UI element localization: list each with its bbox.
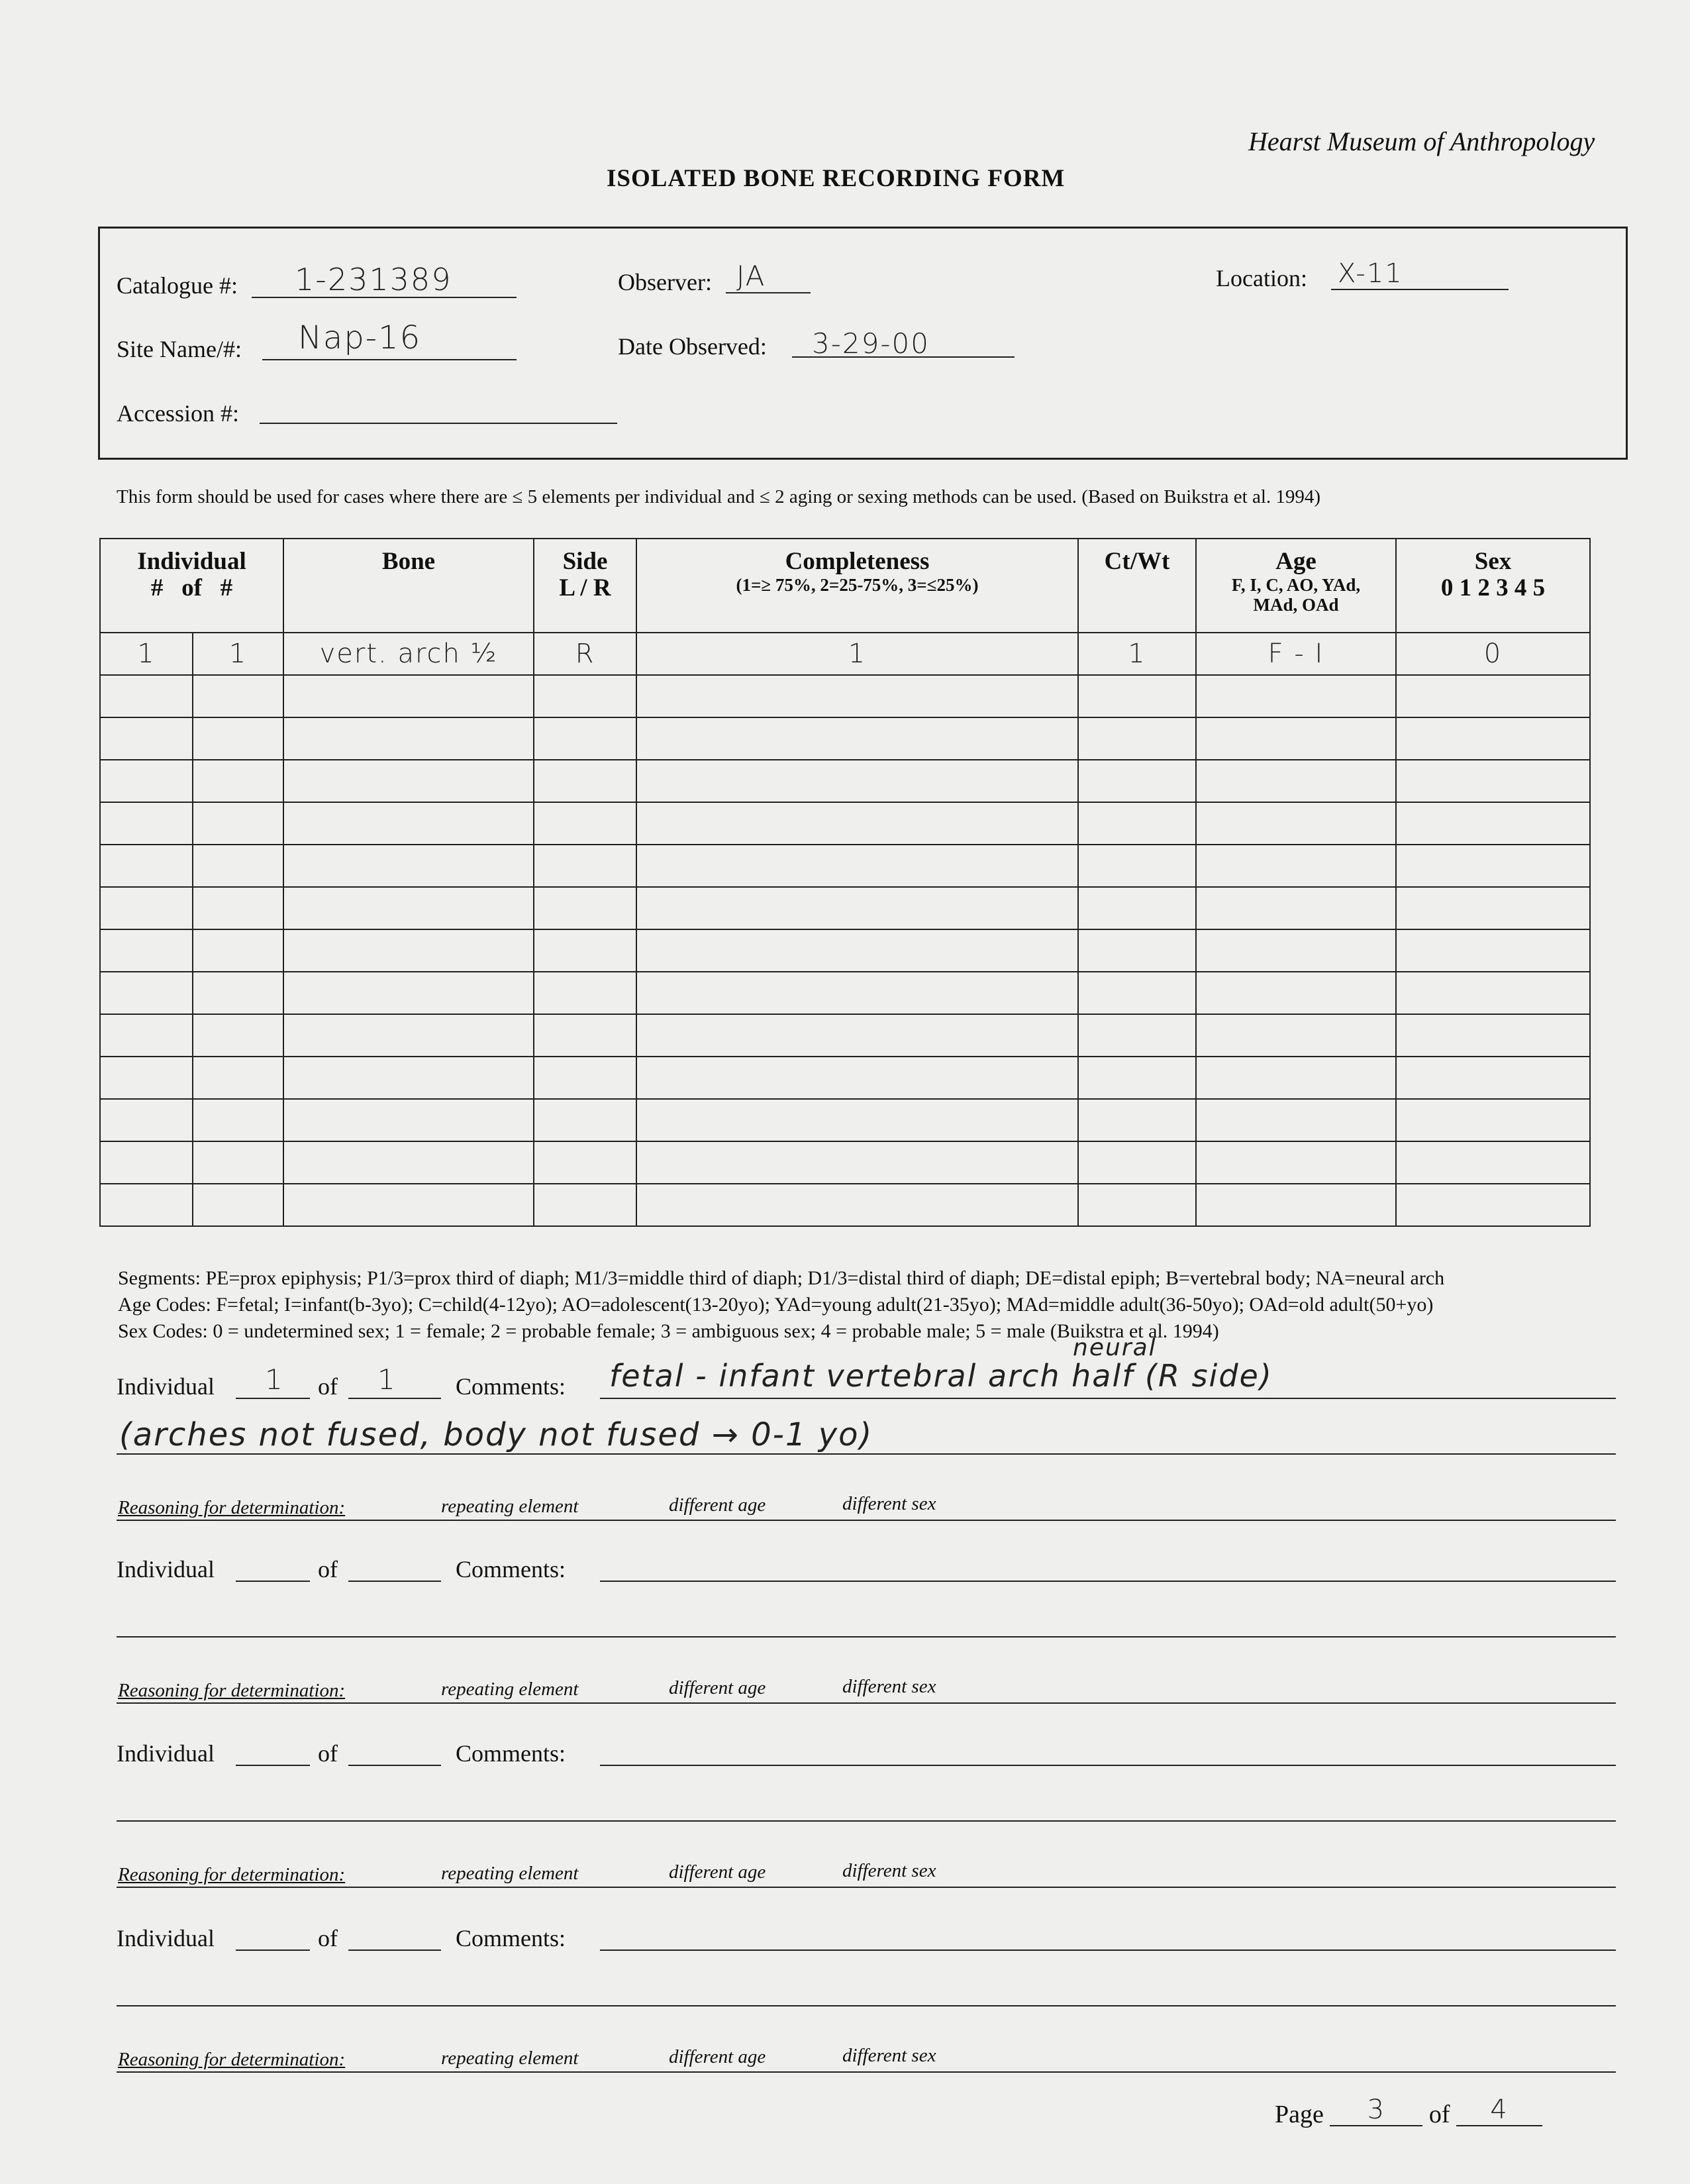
bone-cell[interactable] xyxy=(283,1057,534,1099)
ctwt-cell[interactable] xyxy=(1078,633,1196,675)
of-cell[interactable] xyxy=(193,717,283,760)
ctwt-cell[interactable] xyxy=(1078,929,1196,972)
age-cell[interactable] xyxy=(1196,887,1396,929)
age-cell[interactable] xyxy=(1196,1184,1396,1226)
ctwt-cell[interactable] xyxy=(1078,717,1196,760)
codes-legend xyxy=(118,1265,1444,1345)
table-row xyxy=(100,887,1590,929)
individual-cell[interactable] xyxy=(100,717,193,760)
catalogue-field[interactable]: 1-231389 xyxy=(295,262,452,297)
individual-number-line xyxy=(236,1950,310,1951)
sex-codes: Sex Codes: 0 = undetermined sex; 1 = female; 2 = probable female; 3 = ambiguous sex; 4 = probable male; 5 = male (Buikstra et al. 1994) xyxy=(118,1320,1219,1342)
sex-cell[interactable] xyxy=(1396,1141,1590,1184)
individual-label: Individual xyxy=(117,1373,215,1400)
side-cell[interactable] xyxy=(534,929,636,972)
bone-cell[interactable] xyxy=(283,1014,534,1057)
individual-total-line xyxy=(348,1398,441,1399)
side-cell[interactable] xyxy=(534,1184,636,1226)
individual-cell[interactable] xyxy=(100,1184,193,1226)
comments-line-2 xyxy=(117,2005,1616,2006)
individual-total-line xyxy=(348,1765,441,1766)
ctwt-cell[interactable] xyxy=(1078,1099,1196,1141)
individual-number-line xyxy=(236,1398,310,1399)
age-cell[interactable] xyxy=(1196,802,1396,845)
completeness-cell[interactable] xyxy=(636,929,1078,972)
age-cell[interactable] xyxy=(1196,717,1396,760)
comments-field-line-2[interactable]: (arches not fused, body not fused → 0-1 yo) xyxy=(119,1416,873,1453)
individual-cell-value: 1 xyxy=(137,639,156,669)
of-cell[interactable] xyxy=(193,802,283,845)
side-cell[interactable] xyxy=(534,760,636,802)
side-cell-value: R xyxy=(575,639,595,669)
of-cell[interactable] xyxy=(193,1141,283,1184)
table-row xyxy=(100,717,1590,760)
ctwt-cell[interactable] xyxy=(1078,760,1196,802)
individual-number-field[interactable]: 1 xyxy=(265,1363,284,1396)
sex-cell[interactable] xyxy=(1396,1014,1590,1057)
bone-cell[interactable] xyxy=(283,760,534,802)
repeating-element-option[interactable]: repeating element xyxy=(441,1496,579,1517)
comments-field-line-1[interactable]: fetal - infant vertebral arch half (R side) xyxy=(609,1358,1273,1394)
different-age-option[interactable]: different age xyxy=(669,1677,766,1698)
sex-cell[interactable] xyxy=(1396,1099,1590,1141)
completeness-cell[interactable] xyxy=(636,760,1078,802)
individual-cell[interactable] xyxy=(100,887,193,929)
ctwt-cell[interactable] xyxy=(1078,802,1196,845)
age-cell[interactable] xyxy=(1196,675,1396,717)
comments-label: Comments: xyxy=(456,1925,566,1951)
sex-cell[interactable] xyxy=(1396,802,1590,845)
reasoning-label-text: Reasoning for determination: xyxy=(118,1864,346,1885)
bone-recording-table xyxy=(99,538,1591,1227)
individual-cell[interactable] xyxy=(100,972,193,1014)
date-label: Date Observed: xyxy=(618,333,767,360)
sex-cell[interactable] xyxy=(1396,972,1590,1014)
of-cell[interactable] xyxy=(193,675,283,717)
different-sex-option[interactable]: different sex xyxy=(842,1860,936,1881)
bone-header-label: Bone xyxy=(381,548,436,575)
table-row xyxy=(100,929,1590,972)
completeness-cell-value: 1 xyxy=(848,639,867,669)
sex-cell[interactable] xyxy=(1396,929,1590,972)
individual-label: Individual xyxy=(117,1556,215,1583)
individual-of-label: of xyxy=(318,1925,338,1951)
side-cell[interactable] xyxy=(534,802,636,845)
comments-line-1 xyxy=(600,1398,1616,1399)
completeness-cell[interactable] xyxy=(636,1141,1078,1184)
individual-header xyxy=(100,539,283,633)
bone-cell[interactable] xyxy=(283,1184,534,1226)
comments-line-1 xyxy=(600,1581,1616,1582)
page-label: Page xyxy=(1275,2101,1324,2128)
age-cell[interactable] xyxy=(1196,760,1396,802)
date-field[interactable]: 3-29-00 xyxy=(812,327,930,360)
age-cell[interactable] xyxy=(1196,1099,1396,1141)
of-cell[interactable] xyxy=(193,887,283,929)
completeness-cell[interactable] xyxy=(636,717,1078,760)
individual-number-line xyxy=(236,1765,310,1766)
individual-of-label: of xyxy=(318,1740,338,1767)
page-number-value: 3 xyxy=(1367,2095,1386,2125)
ctwt-header-label: Ct/Wt xyxy=(1104,548,1170,575)
sex-cell[interactable] xyxy=(1396,633,1590,675)
individual-cell[interactable] xyxy=(100,802,193,845)
completeness-cell[interactable] xyxy=(636,1099,1078,1141)
table-row xyxy=(100,1141,1590,1184)
location-field[interactable]: X-11 xyxy=(1338,258,1403,289)
page-total-field[interactable] xyxy=(1456,2095,1542,2126)
segment-codes: Segments: PE=prox epiphysis; P1/3=prox third of diaph; M1/3=middle third of diaph; D1/3=distal third of diaph; DE=distal epiph; B=vertebral body; NA=neural arch xyxy=(118,1267,1445,1289)
individual-cell[interactable] xyxy=(100,1057,193,1099)
age-codes: Age Codes: F=fetal; I=infant(b-3yo); C=child(4-12yo); AO=adolescent(13-20yo); YAd=young adult(21-35yo); MAd=middle adult(36-50yo); OAd=old adult(50+yo) xyxy=(118,1294,1434,1316)
bone-cell[interactable] xyxy=(283,633,534,675)
table-row xyxy=(100,633,1590,675)
bone-cell[interactable] xyxy=(283,717,534,760)
age-cell[interactable] xyxy=(1196,1141,1396,1184)
individual-of-label: of xyxy=(318,1556,338,1583)
sex-header-label: Sex xyxy=(1474,548,1512,575)
reasoning-label-text: Reasoning for determination: xyxy=(118,1497,346,1518)
comments-line-2 xyxy=(117,1453,1616,1455)
of-cell[interactable] xyxy=(193,1184,283,1226)
individual-cell[interactable] xyxy=(100,633,193,675)
individual-total-line xyxy=(348,1581,441,1582)
sex-cell[interactable] xyxy=(1396,675,1590,717)
reasoning-label xyxy=(118,1680,345,1702)
age-header-sub: F, I, C, AO, YAd, MAd, OAd xyxy=(1231,575,1361,615)
bone-cell[interactable] xyxy=(283,675,534,717)
sex-cell-value: 0 xyxy=(1483,639,1503,669)
ctwt-cell[interactable] xyxy=(1078,1141,1196,1184)
individual-cell[interactable] xyxy=(100,929,193,972)
side-cell[interactable] xyxy=(534,887,636,929)
comments-label: Comments: xyxy=(456,1556,566,1583)
age-cell[interactable] xyxy=(1196,972,1396,1014)
age-cell[interactable] xyxy=(1196,845,1396,887)
location-field-line xyxy=(1331,289,1509,290)
repeating-element-option[interactable]: repeating element xyxy=(441,2048,579,2069)
site-field[interactable]: Nap-16 xyxy=(298,319,422,356)
sex-cell[interactable] xyxy=(1396,717,1590,760)
reasoning-line xyxy=(117,2071,1616,2073)
ctwt-cell[interactable] xyxy=(1078,972,1196,1014)
bone-cell[interactable] xyxy=(283,845,534,887)
comments-label: Comments: xyxy=(456,1740,566,1767)
age-cell[interactable] xyxy=(1196,1057,1396,1099)
comments-line-1 xyxy=(600,1765,1616,1766)
age-cell-value: F - I xyxy=(1268,639,1324,669)
completeness-cell[interactable] xyxy=(636,1184,1078,1226)
individual-label: Individual xyxy=(117,1740,215,1767)
comments-line-2 xyxy=(117,1820,1616,1822)
accession-label: Accession #: xyxy=(117,400,239,427)
museum-name: Hearst Museum of Anthropology xyxy=(1248,127,1595,156)
table-row xyxy=(100,1099,1590,1141)
age-header-label: Age xyxy=(1275,548,1317,575)
of-cell[interactable] xyxy=(193,1099,283,1141)
completeness-cell[interactable] xyxy=(636,845,1078,887)
individual-cell[interactable] xyxy=(100,760,193,802)
of-cell[interactable] xyxy=(193,760,283,802)
bone-header xyxy=(283,539,534,633)
accession-field-line xyxy=(260,423,617,424)
table-row xyxy=(100,1014,1590,1057)
different-sex-option[interactable]: different sex xyxy=(842,2045,936,2066)
of-cell[interactable] xyxy=(193,972,283,1014)
sex-cell[interactable] xyxy=(1396,1057,1590,1099)
age-header xyxy=(1196,539,1396,633)
age-cell[interactable] xyxy=(1196,633,1396,675)
page-total-value: 4 xyxy=(1490,2095,1509,2125)
of-cell[interactable] xyxy=(193,1057,283,1099)
side-cell[interactable] xyxy=(534,633,636,675)
reasoning-label xyxy=(118,2049,345,2071)
table-row xyxy=(100,675,1590,717)
comments-line-1 xyxy=(600,1950,1616,1951)
different-sex-option[interactable]: different sex xyxy=(842,1493,936,1514)
table-row xyxy=(100,1057,1590,1099)
individual-cell[interactable] xyxy=(100,1099,193,1141)
table-row xyxy=(100,760,1590,802)
table-row xyxy=(100,1184,1590,1226)
observer-field-line xyxy=(726,292,811,293)
sex-cell[interactable] xyxy=(1396,1184,1590,1226)
table-row xyxy=(100,972,1590,1014)
reasoning-line xyxy=(117,1887,1616,1888)
bone-cell[interactable] xyxy=(283,802,534,845)
different-age-option[interactable]: different age xyxy=(669,2046,766,2067)
completeness-cell[interactable] xyxy=(636,1014,1078,1057)
reasoning-label-text: Reasoning for determination: xyxy=(118,1680,346,1701)
of-cell[interactable] xyxy=(193,633,283,675)
ctwt-cell-value: 1 xyxy=(1128,639,1146,669)
reasoning-label xyxy=(118,1497,345,1519)
completeness-cell[interactable] xyxy=(636,675,1078,717)
age-cell[interactable] xyxy=(1196,1014,1396,1057)
reasoning-label-text: Reasoning for determination: xyxy=(118,2049,346,2070)
side-cell[interactable] xyxy=(534,845,636,887)
ctwt-cell[interactable] xyxy=(1078,675,1196,717)
of-cell[interactable] xyxy=(193,845,283,887)
individual-cell[interactable] xyxy=(100,1141,193,1184)
comments-label: Comments: xyxy=(456,1373,566,1400)
page-of-label: of xyxy=(1428,2101,1450,2128)
catalogue-label: Catalogue #: xyxy=(117,272,238,299)
bone-cell[interactable] xyxy=(283,929,534,972)
sex-cell[interactable] xyxy=(1396,845,1590,887)
completeness-header-label: Completeness xyxy=(785,548,930,575)
bone-cell[interactable] xyxy=(283,887,534,929)
different-sex-option[interactable]: different sex xyxy=(842,1676,936,1697)
ctwt-cell[interactable] xyxy=(1078,1184,1196,1226)
side-header-label: Side xyxy=(562,548,608,575)
bone-cell[interactable] xyxy=(283,1099,534,1141)
side-cell[interactable] xyxy=(534,972,636,1014)
of-cell[interactable] xyxy=(193,929,283,972)
table-row xyxy=(100,845,1590,887)
individual-total-field[interactable]: 1 xyxy=(377,1363,397,1396)
ctwt-header xyxy=(1078,539,1196,633)
ctwt-cell[interactable] xyxy=(1078,1014,1196,1057)
individual-of-label: of xyxy=(318,1373,338,1400)
individual-header-sub: # of # xyxy=(150,574,233,601)
age-cell[interactable] xyxy=(1196,929,1396,972)
different-age-option[interactable]: different age xyxy=(669,1494,766,1516)
side-cell[interactable] xyxy=(534,1141,636,1184)
ctwt-cell[interactable] xyxy=(1078,845,1196,887)
page-number-field[interactable] xyxy=(1330,2095,1422,2126)
form-title: ISOLATED BONE RECORDING FORM xyxy=(607,165,1066,192)
table-row xyxy=(100,802,1590,845)
side-cell[interactable] xyxy=(534,1057,636,1099)
side-cell[interactable] xyxy=(534,1099,636,1141)
completeness-header xyxy=(636,539,1078,633)
side-cell[interactable] xyxy=(534,1014,636,1057)
side-cell[interactable] xyxy=(534,675,636,717)
completeness-cell[interactable] xyxy=(636,802,1078,845)
reasoning-line xyxy=(117,1702,1616,1704)
individual-label: Individual xyxy=(117,1925,215,1951)
reasoning-line xyxy=(117,1520,1616,1521)
comments-line-2 xyxy=(117,1636,1616,1638)
usage-note: This form should be used for cases where there are ≤ 5 elements per individual and ≤ 2 aging or sexing methods can be used. (Based on Buikstra et al. 1994) xyxy=(117,486,1321,507)
sex-header-sub: 0 1 2 3 4 5 xyxy=(1440,574,1546,601)
sex-cell[interactable] xyxy=(1396,887,1590,929)
completeness-cell[interactable] xyxy=(636,1057,1078,1099)
individual-cell[interactable] xyxy=(100,675,193,717)
different-age-option[interactable]: different age xyxy=(669,1861,766,1883)
side-cell[interactable] xyxy=(534,717,636,760)
repeating-element-option[interactable]: repeating element xyxy=(441,1679,579,1700)
individual-header-label: Individual xyxy=(137,548,246,575)
of-cell[interactable] xyxy=(193,1014,283,1057)
bone-cell[interactable] xyxy=(283,972,534,1014)
location-label: Location: xyxy=(1216,265,1307,291)
side-header-sub: L / R xyxy=(559,574,611,601)
comments-insert[interactable]: neural xyxy=(1073,1334,1157,1361)
of-cell-value: 1 xyxy=(228,639,248,669)
observer-field[interactable]: JA xyxy=(736,260,766,292)
bone-cell[interactable] xyxy=(283,1141,534,1184)
reasoning-label xyxy=(118,1864,345,1886)
ctwt-cell[interactable] xyxy=(1078,887,1196,929)
repeating-element-option[interactable]: repeating element xyxy=(441,1863,579,1884)
site-label: Site Name/#: xyxy=(117,336,242,362)
ctwt-cell[interactable] xyxy=(1078,1057,1196,1099)
completeness-header-sub: (1=≥ 75%, 2=25-75%, 3=≤25%) xyxy=(736,575,979,595)
completeness-cell[interactable] xyxy=(636,887,1078,929)
site-field-line xyxy=(262,359,517,360)
side-header xyxy=(534,539,636,633)
sex-header xyxy=(1396,539,1590,633)
individual-cell[interactable] xyxy=(100,845,193,887)
observer-label: Observer: xyxy=(618,269,712,295)
individual-total-line xyxy=(348,1950,441,1951)
completeness-cell[interactable] xyxy=(636,633,1078,675)
sex-cell[interactable] xyxy=(1396,760,1590,802)
completeness-cell[interactable] xyxy=(636,972,1078,1014)
bone-cell-value: vert. arch ½ xyxy=(319,639,498,669)
page-counter xyxy=(1275,2095,1542,2130)
individual-cell[interactable] xyxy=(100,1014,193,1057)
individual-number-line xyxy=(236,1581,310,1582)
